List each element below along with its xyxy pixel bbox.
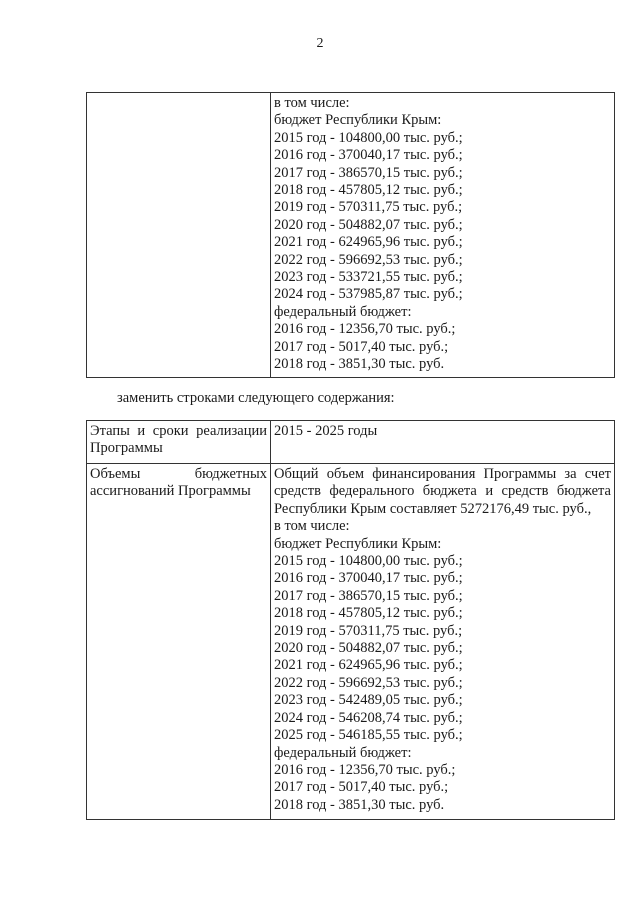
previous-table-left-cell	[87, 93, 271, 378]
funding-line: 2020 год - 504882,07 тыс. руб.;	[274, 640, 463, 657]
funding-line: 2015 год - 104800,00 тыс. руб.;	[274, 553, 463, 570]
funding-line: 2017 год - 5017,40 тыс. руб.;	[274, 338, 449, 355]
funding-line: бюджет Республики Крым:	[274, 535, 442, 552]
page-number: 2	[316, 36, 324, 51]
funding-line: 2019 год - 570311,75 тыс. руб.;	[274, 199, 463, 216]
funding-line: 2018 год - 3851,30 тыс. руб.	[274, 796, 445, 813]
funding-line: 2018 год - 457805,12 тыс. руб.;	[274, 182, 463, 199]
funding-line: 2017 год - 386570,15 тыс. руб.;	[274, 164, 463, 181]
volumes-label-cell	[87, 464, 271, 820]
funding-line: 2016 год - 370040,17 тыс. руб.;	[274, 147, 463, 164]
table-row	[87, 421, 615, 464]
funding-line: 2024 год - 546208,74 тыс. руб.;	[274, 709, 463, 726]
previous-funding-table	[86, 92, 615, 378]
funding-line: 2023 год - 533721,55 тыс. руб.;	[274, 269, 463, 286]
table-row	[87, 93, 615, 378]
table-row	[87, 464, 615, 820]
stages-value: 2015 - 2025 годы	[274, 423, 378, 439]
funding-line: 2024 год - 537985,87 тыс. руб.;	[274, 286, 463, 303]
volumes-intro: Общий объем финансирования Программы за счет средств федерального бюджета и средств бюджета Республики Крым составляет 5272176,49 тыс. руб.,	[274, 466, 611, 517]
funding-line: 2017 год - 386570,15 тыс. руб.;	[274, 587, 463, 604]
funding-line: 2019 год - 570311,75 тыс. руб.;	[274, 622, 463, 639]
funding-line: 2018 год - 457805,12 тыс. руб.;	[274, 605, 463, 622]
stages-label-cell	[87, 421, 271, 464]
stages-value-cell	[271, 421, 615, 464]
funding-line: 2015 год - 104800,00 тыс. руб.;	[274, 129, 463, 146]
funding-line: 2022 год - 596692,53 тыс. руб.;	[274, 251, 463, 268]
funding-line: 2023 год - 542489,05 тыс. руб.;	[274, 692, 463, 709]
funding-line: 2016 год - 12356,70 тыс. руб.;	[274, 321, 456, 338]
funding-line: 2016 год - 12356,70 тыс. руб.;	[274, 761, 456, 778]
funding-line: в том числе:	[274, 95, 350, 111]
volumes-value-cell	[271, 464, 615, 820]
previous-table-right-cell	[271, 93, 615, 378]
funding-line: 2022 год - 596692,53 тыс. руб.;	[274, 674, 463, 691]
funding-line: 2018 год - 3851,30 тыс. руб.	[274, 356, 445, 373]
stages-label: Этапы и сроки реализации Программы	[90, 423, 267, 457]
funding-line: 2020 год - 504882,07 тыс. руб.;	[274, 216, 463, 233]
volumes-label: Объемы бюджетных ассигнований Программы	[90, 466, 267, 500]
funding-line: 2016 год - 370040,17 тыс. руб.;	[274, 570, 463, 587]
funding-line: бюджет Республики Крым:	[274, 112, 442, 129]
funding-line: 2021 год - 624965,96 тыс. руб.;	[274, 657, 463, 674]
new-program-table	[86, 420, 615, 820]
replace-note: заменить строками следующего содержания:	[117, 390, 395, 406]
funding-line: 2017 год - 5017,40 тыс. руб.;	[274, 779, 449, 796]
funding-line: федеральный бюджет:	[274, 303, 412, 320]
funding-line: федеральный бюджет:	[274, 744, 412, 761]
funding-line: в том числе:	[274, 518, 350, 535]
funding-line: 2025 год - 546185,55 тыс. руб.;	[274, 727, 463, 744]
funding-line: 2021 год - 624965,96 тыс. руб.;	[274, 234, 463, 251]
